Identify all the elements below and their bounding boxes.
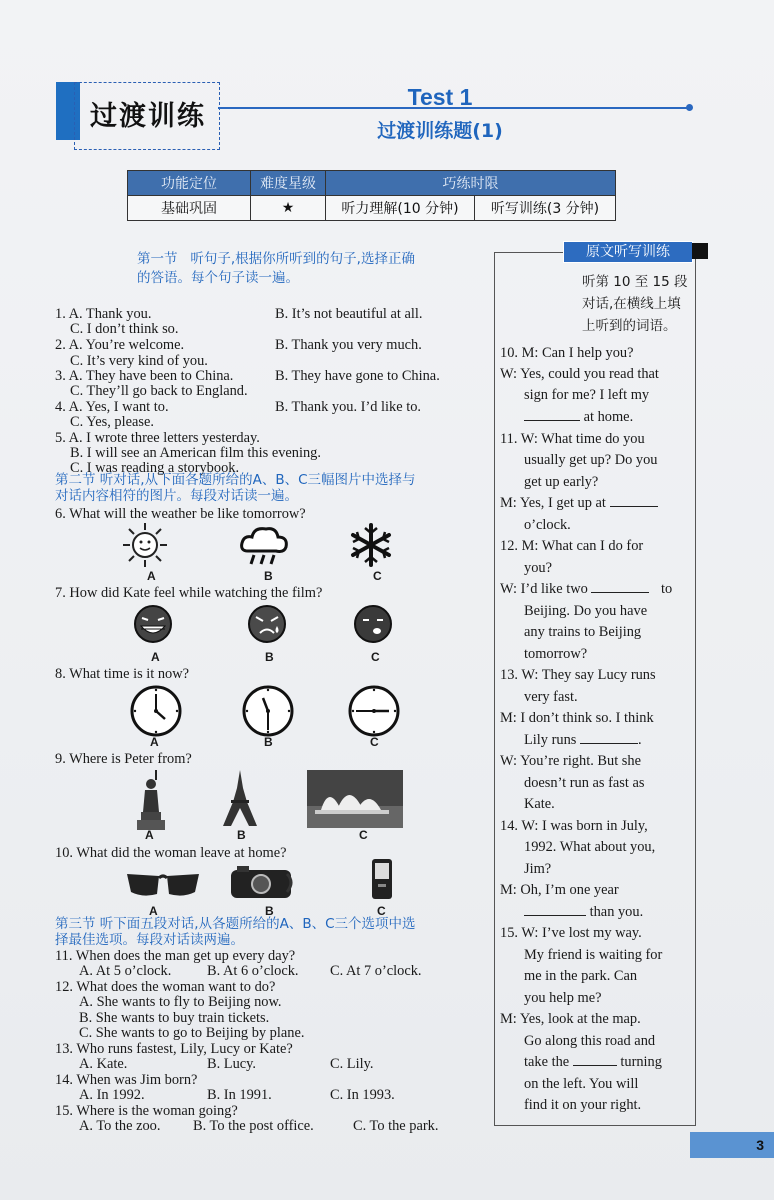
question-line: 8. What time is it now? (55, 666, 190, 682)
option-label: A (151, 650, 160, 664)
dialogue-line: Kate. (524, 796, 555, 812)
dialogue-text: Lily runs (524, 732, 577, 748)
dictation-instruction: 听第 10 至 15 段 (582, 274, 688, 290)
dictation-instruction: 对话,在横线上填 (582, 296, 681, 312)
dialogue-line: 12. M: What can I do for (500, 538, 644, 554)
clock-icon (129, 684, 183, 738)
dialogue-line: sign for me? I left my (524, 387, 650, 403)
section3-instruction (55, 916, 475, 948)
dialogue-line: 1992. What about you, (524, 839, 656, 855)
option-label: B (264, 735, 273, 749)
page-number: 3 (690, 1132, 774, 1158)
value-cell: 听写训练(3 分钟) (475, 196, 616, 221)
dialogue-line: M: Oh, I’m one year (500, 882, 619, 898)
dialogue-line: doesn’t run as fast as (524, 775, 645, 791)
dialogue-line: My friend is waiting for (524, 947, 663, 963)
dialogue-text: turning (620, 1054, 662, 1070)
dialogue-text: at home. (583, 409, 634, 425)
dialogue-text: than you. (589, 904, 644, 920)
option-label: A (145, 828, 154, 842)
header-cell: 巧练时限 (326, 171, 616, 196)
dialogue-line: Jim? (524, 861, 552, 877)
instruction-text: 第三节 听下面五段对话,从各题所给的A、B、C三个选项中选 (55, 916, 416, 932)
sleepy-face-icon (353, 604, 393, 644)
option-line: C. Lily. (330, 1056, 374, 1072)
dialogue-line: 11. W: What time do you (500, 431, 645, 447)
dialogue-line (524, 1052, 662, 1074)
dialogue-line: M: I don’t think so. I think (500, 710, 654, 726)
dialogue-line: on the left. You will (524, 1076, 639, 1092)
option-line: A. She wants to fly to Beijing now. (79, 994, 282, 1010)
sydney-opera-house-icon (307, 770, 403, 828)
option-label: A (147, 569, 156, 583)
option-line: A. At 5 o’clock. (79, 963, 172, 979)
option-line: A. Kate. (79, 1056, 128, 1072)
answer-blank[interactable] (524, 407, 580, 421)
mobile-phone-icon (371, 858, 393, 900)
option-line: B. To the post office. (193, 1118, 314, 1134)
dialogue-line: find it on your right. (524, 1097, 642, 1113)
sun-icon (121, 521, 169, 569)
option-line: C. At 7 o’clock. (330, 963, 422, 979)
eiffel-tower-icon (213, 768, 267, 828)
instruction-text: 的答语。每个句子读一遍。 (137, 270, 299, 286)
dialogue-line (524, 902, 643, 924)
option-line: B. I will see an American film this evening. (70, 445, 321, 461)
value-cell: 听力理解(10 分钟) (326, 196, 475, 221)
option-label: C (371, 650, 380, 664)
dialogue-line: Go along this road and (524, 1033, 656, 1049)
option-label: A (149, 904, 158, 918)
option-line: B. At 6 o’clock. (207, 963, 299, 979)
dialogue-line: W: You’re right. But she (500, 753, 641, 769)
dialogue-line: you help me? (524, 990, 602, 1006)
section2-instruction (55, 472, 475, 504)
question-line: 9. Where is Peter from? (55, 751, 192, 767)
answer-blank[interactable] (524, 902, 586, 916)
question-line: 2. A. You’re welcome. (55, 337, 185, 353)
dialogue-line: tomorrow? (524, 646, 588, 662)
dialogue-text: take the (524, 1054, 570, 1070)
dialogue-line (500, 493, 658, 515)
question-line: 6. What will the weather be like tomorrow? (55, 506, 306, 522)
snowflake-icon (347, 522, 395, 568)
option-line: A. To the zoo. (79, 1118, 161, 1134)
dialogue-line: Beijing. Do you have (524, 603, 648, 619)
option-line: B. In 1991. (207, 1087, 272, 1103)
option-line: C. I don’t think so. (70, 321, 179, 337)
dialogue-line (500, 579, 672, 601)
option-line: C. Yes, please. (70, 414, 154, 430)
header-cell: 难度星级 (251, 171, 326, 196)
option-line: C. To the park. (353, 1118, 439, 1134)
option-label: C (377, 904, 386, 918)
dialogue-line: get up early? (524, 474, 599, 490)
option-label: B (265, 650, 274, 664)
instruction-text: 听句子,根据你所听到的句子,选择正确 (190, 251, 415, 267)
option-line: B. It’s not beautiful at all. (275, 306, 423, 322)
option-line: B. Thank you very much. (275, 337, 422, 353)
clock-icon (241, 684, 295, 738)
question-line: 12. What does the woman want to do? (55, 979, 276, 995)
dialogue-line: you? (524, 560, 552, 576)
option-line: B. They have gone to China. (275, 368, 440, 384)
option-label: C (370, 735, 379, 749)
answer-blank[interactable] (573, 1052, 617, 1066)
dialogue-line: o’clock. (524, 517, 571, 533)
question-line: 10. What did the woman leave at home? (55, 845, 287, 861)
instruction-text: 对话内容相符的图片。每段对话读一遍。 (55, 488, 298, 504)
header-cell: 功能定位 (128, 171, 251, 196)
title-square (692, 243, 708, 259)
dialogue-text: W: I’d like two (500, 581, 588, 597)
option-label: C (359, 828, 368, 842)
header-rule-dot (686, 104, 693, 111)
option-label: A (150, 735, 159, 749)
option-line: A. In 1992. (79, 1087, 145, 1103)
option-line: C. She wants to go to Beijing by plane. (79, 1025, 305, 1041)
dialogue-line: usually get up? Do you (524, 452, 658, 468)
dictation-title: 原文听写训练 (563, 241, 693, 263)
dialogue-line: 13. W: They say Lucy runs (500, 667, 656, 683)
clock-icon (347, 684, 401, 738)
test-subtitle: 过渡训练题(1) (377, 120, 503, 142)
section1-label: 第一节 (137, 251, 178, 267)
option-line: C. I was reading a storybook. (70, 460, 240, 476)
statue-of-liberty-icon (133, 768, 169, 832)
dialogue-line: 10. M: Can I help you? (500, 345, 634, 361)
value-cell: 基础巩固 (128, 196, 251, 221)
section-badge (56, 82, 220, 150)
test-title: Test 1 (407, 84, 473, 110)
dialogue-line: W: Yes, could you read that (500, 366, 659, 382)
option-line: C. It’s very kind of you. (70, 353, 208, 369)
crying-face-icon (247, 604, 287, 644)
dialogue-line: Lily runs . (524, 732, 642, 748)
option-label: B (265, 904, 274, 918)
dialogue-line (524, 407, 633, 429)
question-line: 13. Who runs fastest, Lily, Lucy or Kate? (55, 1041, 293, 1057)
laughing-face-icon (133, 604, 173, 644)
answer-blank[interactable] (591, 579, 649, 593)
dialogue-text: M: Yes, I get up at (500, 495, 606, 511)
question-line: 15. Where is the woman going? (55, 1103, 238, 1119)
question-line: 11. When does the man get up every day? (55, 948, 296, 964)
dialogue-line: any trains to Beijing (524, 624, 642, 640)
answer-blank[interactable] (580, 730, 638, 744)
question-line: 1. A. Thank you. (55, 306, 152, 322)
dictation-instruction: 上听到的词语。 (582, 318, 677, 334)
instruction-text: 择最佳选项。每段对话读两遍。 (55, 932, 244, 948)
option-label: C (373, 569, 382, 583)
dialogue-line: me in the park. Can (524, 968, 638, 984)
question-line: 7. How did Kate feel while watching the film? (55, 585, 323, 601)
difficulty-star: ★ (251, 196, 326, 221)
question-line: 3. A. They have been to China. (55, 368, 234, 384)
option-line: C. They’ll go back to England. (70, 383, 248, 399)
option-line: B. Lucy. (207, 1056, 257, 1072)
answer-blank[interactable] (610, 493, 658, 507)
question-line: 14. When was Jim born? (55, 1072, 198, 1088)
question-line: 5. A. I wrote three letters yesterday. (55, 430, 260, 446)
dialogue-line: 14. W: I was born in July, (500, 818, 648, 834)
badge-text: 过渡训练 (90, 101, 206, 132)
option-line: B. She wants to buy train tickets. (79, 1010, 270, 1026)
dialogue-text: to (661, 581, 673, 597)
section1-instruction (137, 250, 477, 288)
rain-cloud-icon (238, 523, 290, 567)
dialogue-line: 15. W: I’ve lost my way. (500, 925, 642, 941)
info-table (127, 170, 616, 221)
option-line: C. In 1993. (330, 1087, 395, 1103)
dialogue-line: very fast. (524, 689, 578, 705)
instruction-text: 第二节 听对话,从下面各题所给的A、B、C三幅图片中选择与 (55, 472, 416, 488)
option-label: B (264, 569, 273, 583)
question-line: 4. A. Yes, I want to. (55, 399, 169, 415)
camera-icon (227, 862, 297, 902)
sunglasses-icon (123, 866, 203, 902)
option-label: B (237, 828, 246, 842)
dialogue-line: M: Yes, look at the map. (500, 1011, 641, 1027)
option-line: B. Thank you. I’d like to. (275, 399, 422, 415)
